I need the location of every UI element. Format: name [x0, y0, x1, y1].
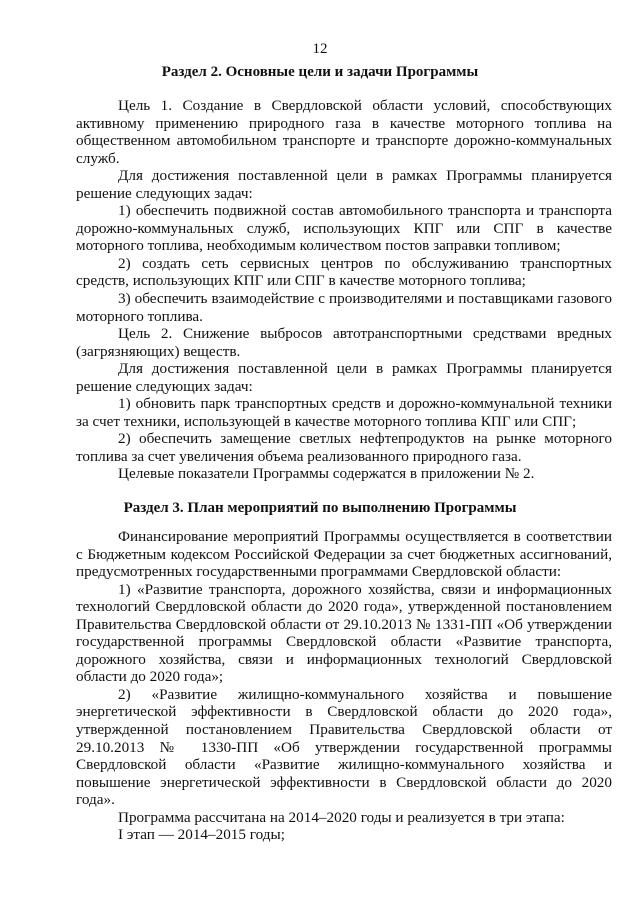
section-2-body: [76, 97, 612, 483]
tasks-intro-paragraph: Для достижения поставленной цели в рамках Программы планируется решение следующих задач:: [76, 167, 612, 202]
financing-paragraph: Финансирование мероприятий Программы осуществляется в соответствии с Бюджетным кодексом Российской Федерации за счет бюджетных ассигнований, предусмотренных государственными программами Свердловской области:: [76, 528, 612, 581]
goal-2-paragraph: Цель 2. Снижение выбросов автотранспортными средствами вредных (загрязняющих) веществ.: [76, 325, 612, 360]
program-period-paragraph: Программа рассчитана на 2014–2020 годы и реализуется в три этапа:: [118, 808, 565, 826]
section-2-heading: Раздел 2. Основные цели и задачи Программы: [161, 64, 479, 80]
section-3-heading: Раздел 3. План мероприятий по выполнению Программы: [123, 500, 517, 516]
page-number: 12: [312, 41, 328, 57]
task-2-paragraph: 2) создать сеть сервисных центров по обслуживанию транспортных средств, использующих КПГ или СПГ в качестве моторного топлива;: [76, 254, 612, 290]
stage-1-paragraph: I этап — 2014–2015 годы;: [118, 826, 285, 844]
section-3-body: [76, 528, 612, 844]
goal-1-paragraph: Цель 1. Создание в Свердловской области условий, способствующих активному применению природного газа в качестве моторного топлива на общественном автомобильном транспорте и транспорте дорожно-коммунальных служб.: [76, 97, 612, 167]
task-3-paragraph: 3) обеспечить взаимодействие с производителями и поставщиками газового моторного топлива.: [76, 290, 612, 325]
task-1-paragraph: 1) обеспечить подвижной состав автомобильного транспорта и транспорта дорожно-коммунальных служб, использующих КПГ или СПГ в качестве моторного топлива, необходимым количеством постов заправки топливом;: [76, 202, 612, 255]
program-1-paragraph: 1) «Развитие транспорта, дорожного хозяйства, связи и информационных технологий Свердловской области до 2020 года», утвержденной постановлением Правительства Свердловской области от 29.10.2013 № 1331-ПП «Об утверждении государственной программы Свердловской области «Развитие транспорта, дорожного хозяйства, связи и информационных технологий Свердловской области до 2020 года»;: [76, 580, 612, 686]
program-2-paragraph: 2) «Развитие жилищно-коммунального хозяйства и повышение энергетической эффективности в Свердловской области до 2020 года», утвержденной постановлением Правительства Свердловской области от 29.10.2013 № 1330-ПП «Об утверждении государственной программы Свердловской области «Развитие жилищно-коммунального хозяйства и повышение энергетической эффективности в Свердловской области до 2020 года».: [76, 685, 612, 809]
task-2-2-paragraph: 2) обеспечить замещение светлых нефтепродуктов на рынке моторного топлива за счет увеличения объема реализованного природного газа.: [76, 430, 612, 465]
task-2-1-paragraph: 1) обновить парк транспортных средств и дорожно-коммунальной техники за счет техники, использующей в качестве моторного топлива КПГ или СПГ;: [76, 395, 612, 430]
target-indicators-paragraph: Целевые показатели Программы содержатся в приложении № 2.: [118, 465, 535, 483]
tasks-intro-paragraph-2: Для достижения поставленной цели в рамках Программы планируется решение следующих задач:: [76, 360, 612, 395]
